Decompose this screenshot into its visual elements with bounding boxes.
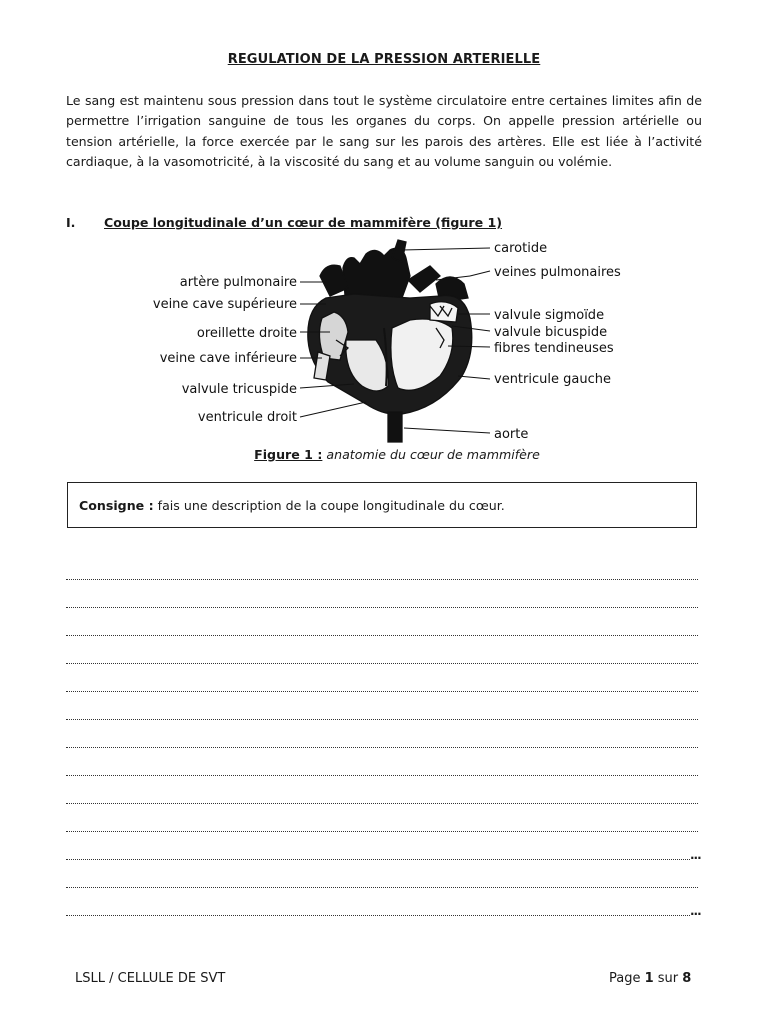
page-current: 1 — [644, 971, 654, 986]
consigne-label: Consigne : — [79, 498, 154, 513]
answer-line[interactable] — [66, 887, 698, 888]
label-fibres-tendineuses: fibres tendineuses — [494, 341, 614, 356]
page-total: 8 — [682, 971, 692, 986]
section-title: Coupe longitudinale d’un cœur de mammifère (figure 1) — [104, 215, 503, 230]
heart-diagram — [140, 236, 640, 451]
label-veine-cave-inferieure: veine cave inférieure — [159, 351, 297, 366]
answer-line[interactable] — [66, 663, 698, 664]
label-valvule-bicuspide: valvule bicuspide — [494, 325, 608, 340]
page-prefix: Page — [609, 971, 645, 986]
answer-line[interactable] — [66, 719, 698, 720]
label-artere-pulmonaire: artère pulmonaire — [179, 275, 297, 290]
label-ventricule-gauche: ventricule gauche — [494, 372, 611, 387]
consigne-text: fais une description de la coupe longitudinale du cœur. — [157, 498, 505, 513]
label-veines-pulmonaires: veines pulmonaires — [494, 265, 621, 280]
label-valvule-sigmoide: valvule sigmoïde — [494, 308, 605, 323]
page-mid: sur — [653, 971, 683, 986]
answer-line[interactable] — [66, 803, 698, 804]
section-number: I. — [66, 215, 76, 230]
label-veine-cave-superieure: veine cave supérieure — [152, 297, 297, 312]
answer-line[interactable] — [66, 747, 698, 748]
answer-line[interactable] — [66, 635, 698, 636]
answer-line-ellipsis: ... — [690, 904, 701, 918]
caption-text: anatomie du cœur de mammifère — [326, 447, 540, 462]
heart-illustration — [308, 240, 472, 442]
label-oreillette-droite: oreillette droite — [196, 326, 297, 341]
label-carotide: carotide — [494, 241, 548, 256]
answer-line[interactable] — [66, 859, 690, 860]
answer-line[interactable] — [66, 915, 690, 916]
page-title: REGULATION DE LA PRESSION ARTERIELLE — [227, 52, 541, 67]
answer-line-ellipsis: ... — [690, 848, 701, 862]
footer-left: LSLL / CELLULE DE SVT — [75, 971, 226, 986]
answer-line[interactable] — [66, 691, 698, 692]
label-aorte: aorte — [494, 427, 529, 442]
footer-page-number — [609, 971, 691, 986]
figure-caption — [0, 447, 768, 462]
label-ventricule-droit: ventricule droit — [197, 410, 297, 425]
answer-line[interactable] — [66, 607, 698, 608]
section-heading — [66, 215, 502, 230]
answer-line[interactable] — [66, 831, 698, 832]
answer-line[interactable] — [66, 775, 698, 776]
answer-line[interactable] — [66, 579, 698, 580]
intro-paragraph: Le sang est maintenu sous pression dans tout le système circulatoire entre certaines limites afin de permettre l’irrigation sanguine de tous les organes du corps. On appelle pression artérielle ou tension artérielle, la force exercée par le sang sur les parois des artères. Elle est liée à l’activité cardiaque, à la vasomotricité, à la viscosité du sang et au volume sanguin ou volémie. — [66, 93, 702, 169]
consigne-box — [67, 482, 697, 528]
caption-label: Figure 1 : — [254, 447, 323, 462]
label-valvule-tricuspide: valvule tricuspide — [181, 382, 297, 397]
